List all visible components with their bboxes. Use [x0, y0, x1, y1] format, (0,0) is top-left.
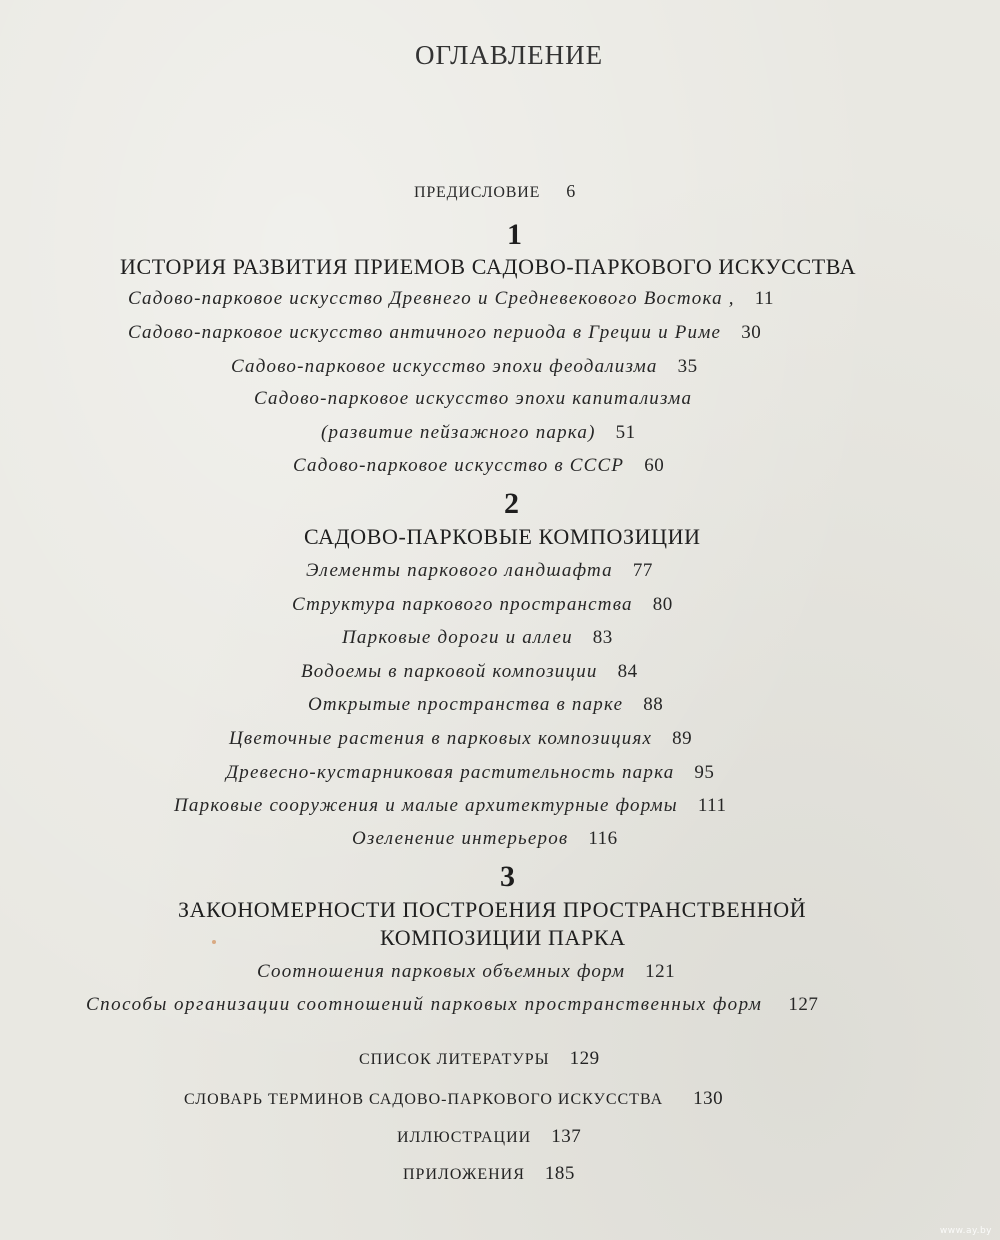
toc-entry — [342, 627, 613, 649]
entry-page: 89 — [672, 728, 693, 749]
toc-entry — [293, 455, 664, 477]
entry-page: 111 — [697, 795, 727, 816]
toc-entry — [321, 422, 636, 444]
paper-spot — [212, 940, 216, 944]
section-2-heading: САДОВО-ПАРКОВЫЕ КОМПОЗИЦИИ — [304, 524, 701, 549]
entry-title: Парковые сооружения и малые архитектурные формы — [174, 795, 678, 816]
toc-entry — [352, 828, 618, 850]
toc-entry — [231, 356, 698, 378]
toc-entry — [301, 661, 638, 683]
entry-title: (развитие пейзажного парка) — [321, 422, 596, 443]
toc-entry — [254, 388, 692, 410]
entry-page: 88 — [643, 694, 664, 715]
backmatter-page: 185 — [544, 1163, 575, 1184]
toc-entry — [229, 728, 692, 750]
section-1-heading: ИСТОРИЯ РАЗВИТИЯ ПРИЕМОВ САДОВО-ПАРКОВОГО ИСКУССТВА — [120, 254, 857, 279]
entry-title: Озеленение интерьеров — [352, 828, 569, 849]
entry-page: 95 — [694, 762, 715, 783]
backmatter-page: 137 — [551, 1126, 582, 1147]
toc-entry — [128, 322, 761, 344]
toc-entry — [292, 594, 673, 616]
entry-title: Садово-парковое искусство эпохи капитализма — [254, 388, 693, 409]
entry-title: Садово-парковое искусство в СССР — [293, 455, 625, 476]
entry-page: 35 — [677, 356, 698, 377]
entry-title: Способы организации соотношений парковых пространственных форм — [86, 994, 763, 1015]
entry-page: 116 — [588, 828, 618, 849]
entry-title: Древесно-кустарниковая растительность парка — [226, 762, 675, 783]
backmatter-page: 130 — [693, 1088, 724, 1109]
preface-entry — [414, 181, 576, 202]
preface-page: 6 — [566, 181, 576, 201]
section-2-number: 2 — [504, 487, 519, 520]
entry-page: 127 — [788, 994, 819, 1015]
entry-page: 11 — [754, 288, 774, 309]
entry-title: Садово-парковое искусство античного периода в Греции и Риме — [128, 322, 722, 343]
toc-entry — [257, 961, 675, 983]
watermark: www.ay.by — [939, 1226, 992, 1236]
entry-page: 83 — [592, 627, 613, 648]
entry-page: 80 — [652, 594, 673, 615]
section-1-number: 1 — [507, 218, 522, 251]
page-title: ОГЛАВЛЕНИЕ — [415, 40, 604, 70]
section-3-number: 3 — [500, 860, 515, 893]
toc-entry — [226, 762, 714, 784]
backmatter-label: СЛОВАРЬ ТЕРМИНОВ САДОВО-ПАРКОВОГО ИСКУССТВА — [184, 1091, 664, 1108]
backmatter-label: ПРИЛОЖЕНИЯ — [403, 1166, 525, 1183]
toc-entry — [86, 994, 818, 1016]
entry-page: 84 — [617, 661, 638, 682]
entry-title: Элементы паркового ландшафта — [306, 560, 613, 581]
toc-entry — [174, 795, 726, 817]
toc-entry — [306, 560, 653, 582]
entry-page: 121 — [645, 961, 676, 982]
toc-entry: Садово-парковое искусство Древнего и Средневекового Востока , 11 — [128, 288, 774, 309]
entry-page: 60 — [644, 455, 665, 476]
backmatter-entry — [359, 1048, 600, 1070]
entry-title: Водоемы в парковой композиции — [301, 661, 598, 682]
backmatter-label: ИЛЛЮСТРАЦИИ — [397, 1129, 532, 1146]
entry-title: Садово-парковое искусство Древнего и Средневекового Востока — [128, 288, 723, 309]
entry-title: Парковые дороги и аллеи — [342, 627, 573, 648]
entry-title: Структура паркового пространства — [292, 594, 633, 615]
entry-title: Открытые пространства в парке — [308, 694, 624, 715]
backmatter-page: 129 — [569, 1048, 600, 1069]
toc-entry — [308, 694, 663, 716]
entry-title: Соотношения парковых объемных форм — [257, 961, 626, 982]
backmatter-label: СПИСОК ЛИТЕРАТУРЫ — [359, 1051, 550, 1068]
entry-page: 51 — [615, 422, 636, 443]
backmatter-entry — [403, 1163, 575, 1185]
entry-page: 30 — [741, 322, 762, 343]
backmatter-entry — [184, 1088, 723, 1110]
section-3-heading-line1: ЗАКОНОМЕРНОСТИ ПОСТРОЕНИЯ ПРОСТРАНСТВЕННОЙ — [178, 897, 807, 922]
section-3-heading-line2: КОМПОЗИЦИИ ПАРКА — [380, 925, 626, 950]
entry-page: 77 — [632, 560, 653, 581]
entry-title: Садово-парковое искусство эпохи феодализма — [231, 356, 658, 377]
preface-label: ПРЕДИСЛОВИЕ — [414, 184, 541, 201]
backmatter-entry — [397, 1126, 581, 1148]
entry-title: Цветочные растения в парковых композициях — [229, 728, 653, 749]
